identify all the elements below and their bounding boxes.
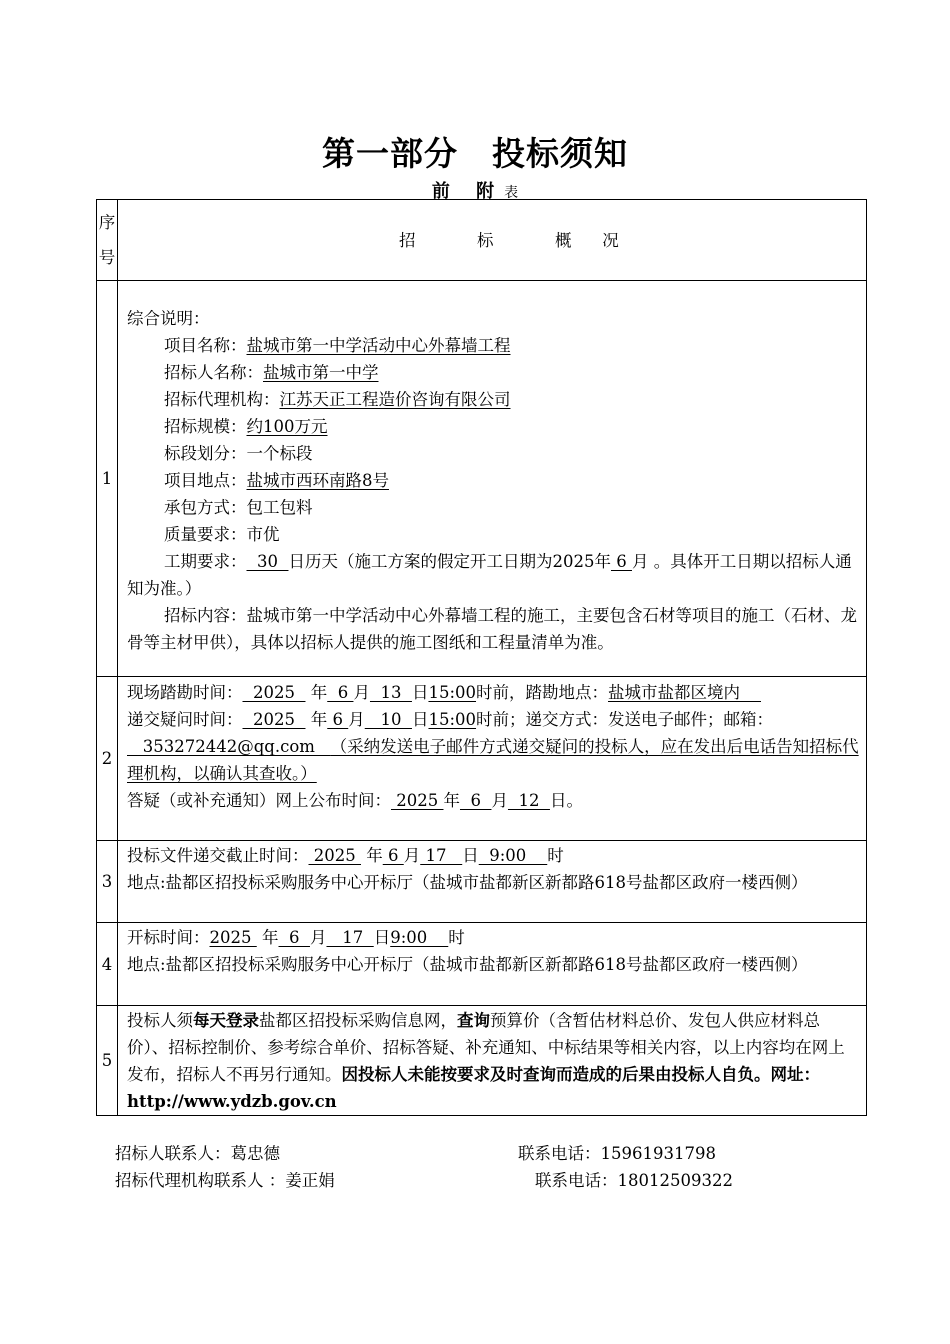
website-notice: 因投标人未能按要求及时查询而造成的后果由投标人自负。网址：http://www.ydzb.gov.cn — [127, 1065, 820, 1111]
seq-header: 序 号 — [97, 200, 118, 281]
email: 353272442@qq.com — [127, 737, 331, 756]
page-title — [0, 128, 950, 175]
table-row — [97, 281, 867, 677]
title-text: 投标须知 — [492, 134, 628, 173]
table-row — [97, 1006, 867, 1116]
title-part: 第一部分 — [322, 134, 458, 173]
row-number: 1 — [97, 281, 118, 677]
agency-phone: 联系电话：18012509322 — [535, 1171, 733, 1190]
project-name: 盐城市第一中学活动中心外幕墙工程 — [246, 336, 511, 355]
table-row — [97, 923, 867, 1006]
tender-scale: 约100万元 — [246, 417, 328, 436]
row-number: 4 — [97, 923, 118, 1006]
row-content: 综合说明： 项目名称：盐城市第一中学活动中心外幕墙工程 招标人名称：盐城市第一中学 招标代理机构：江苏天正工程造价咨询有限公司 招标规模：约100万元 标段划分：一个标段 项目地点：盐城市西环南路8号 承包方式：包工包料 质量要求：市优 工期要求： 30 日历天（施工方案的假定开工日期为2025年 6 月 。具体开工日期以招标人通知为准。） 招标内容：盐城市第一中学活动中心外幕墙工程的施工，主要包含石材等项目的施工（石材、龙骨等主材甲供），具体以招标人提供的施工图纸和工程量清单为准。 — [118, 281, 867, 677]
tender-table — [96, 199, 867, 1116]
tenderer-name: 盐城市第一中学 — [263, 363, 379, 382]
row-number: 3 — [97, 841, 118, 923]
row-number: 2 — [97, 677, 118, 841]
table-row — [97, 677, 867, 841]
agency-contact: 招标代理机构联系人 ：姜正娟 — [115, 1171, 335, 1190]
tenderer-phone: 联系电话：15961931798 — [518, 1144, 716, 1163]
row-content: 投标人须每天登录盐都区招投标采购信息网，查询预算价（含暂估材料总价、发包人供应材料总价）、招标控制价、参考综合单价、招标答疑、补充通知、中标结果等相关内容，以上内容均在网上发布，招标人不再另行通知。因投标人未能按要求及时查询而造成的后果由投标人自负。网址：http://www.ydzb.gov.cn — [118, 1006, 867, 1116]
tender-content: 招标内容：盐城市第一中学活动中心外幕墙工程的施工，主要包含石材等项目的施工（石材、龙骨等主材甲供），具体以招标人提供的施工图纸和工程量清单为准。 — [127, 606, 857, 652]
overview-header: 招 标 概 况 — [118, 200, 867, 281]
tenderer-contact: 招标人联系人：葛忠德 — [115, 1144, 280, 1163]
table-header-row — [97, 200, 867, 281]
agency-name: 江苏天正工程造价咨询有限公司 — [279, 390, 511, 409]
row-number: 5 — [97, 1006, 118, 1116]
project-location: 盐城市西环南路8号 — [246, 471, 389, 490]
table-row — [97, 841, 867, 923]
caption-main: 前 附 — [431, 181, 505, 202]
row-content: 开标时间：2025 年 6 月 17 日9:00 时 地点:盐都区招投标采购服务中心开标厅（盐城市盐都新区新都路618号盐都区政府一楼西侧） — [118, 923, 867, 1006]
row-content: 现场踏勘时间： 2025 年 6 月 13 日15:00时前，踏勘地点：盐城市盐都区境内 递交疑问时间： 2025 年 6 月 10 日15:00时前；递交方式：发送电子邮件；邮箱： 353272442@qq.com （采纳发送电子邮件方式递交疑问的投标人，应在发出后电话告知招标代理机构，以确认其查收。） 答疑（或补充通知）网上公布时间： 2025 年 6 月 12 日。 — [118, 677, 867, 841]
caption-small: 表 — [504, 185, 519, 201]
row-content: 投标文件递交截止时间： 2025 年 6 月 17 日 9:00 时 地点:盐都区招投标采购服务中心开标厅（盐城市盐都新区新都路618号盐都区政府一楼西侧） — [118, 841, 867, 923]
